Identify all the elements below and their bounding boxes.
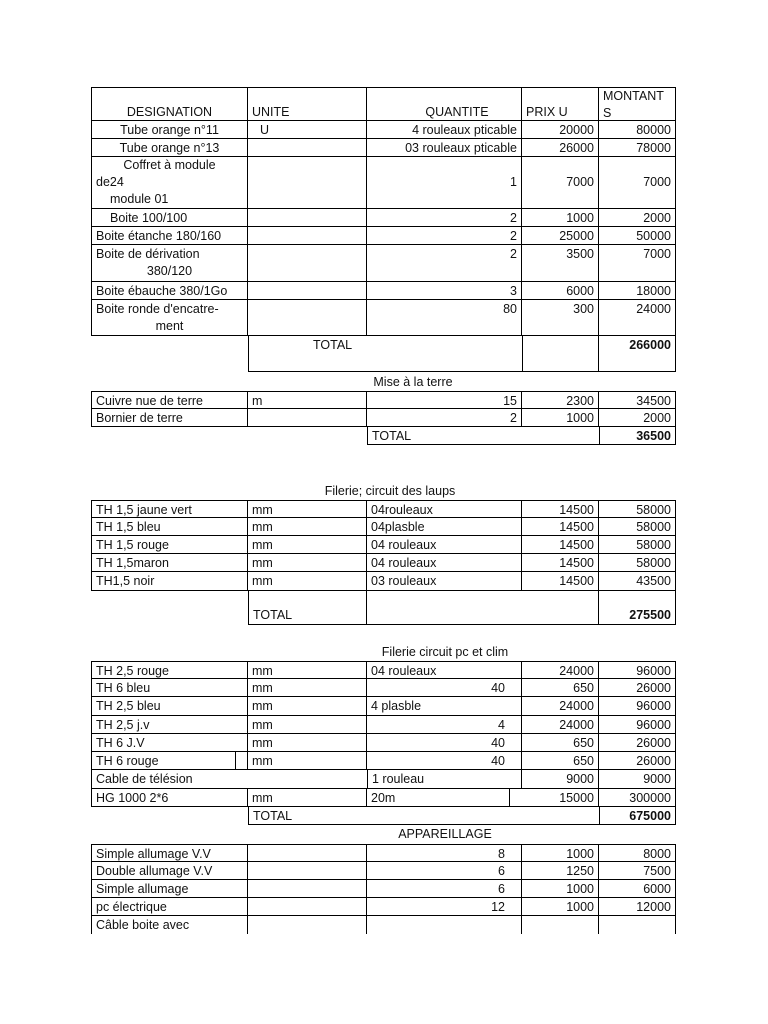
cell-prix: 650 [522,679,599,697]
table-row [0,121,768,139]
cell-prix: 2300 [522,391,599,409]
cell-montant: 58000 [599,554,676,572]
cell-designation: TH1,5 noir [91,572,248,591]
cell-unite: mm [248,697,367,716]
cell-prix: 14500 [522,500,599,518]
cell-quantite: 6 [367,862,522,880]
cell-unite [248,245,367,282]
cell-designation-line1: Boite ronde d'encatre- [96,302,219,316]
cell-montant: 96000 [599,697,676,716]
cell-prix: 6000 [522,282,599,300]
cell-quantite: 04rouleaux [367,500,522,518]
cell-montant: 7000 [599,157,676,209]
cell-prix: 24000 [522,697,599,716]
cell-quantite: 04plasble [367,518,522,536]
cell-designation [91,245,248,282]
cell-designation: Cuivre nue de terre [91,391,248,409]
table-row [0,157,768,209]
table-row [0,245,768,282]
cell-unite: mm [248,572,367,591]
cell-montant: 300000 [599,789,676,807]
header-unite: UNITE [248,87,367,121]
cell-unite [248,139,367,157]
cell-unite: mm [248,536,367,554]
section-title: Filerie; circuit des laups [324,484,456,498]
section-title: APPAREILLAGE [398,827,492,841]
cell-prix [522,336,599,372]
cell-designation-line1: Coffret à module [123,158,216,172]
cell-unite [248,409,367,427]
cell-montant: 26000 [599,679,676,697]
cell-designation: TH 1,5maron [91,554,248,572]
cell-montant: 80000 [599,121,676,139]
cell-quantite: 1 [367,157,522,209]
cell-quantite: 4 plasble [367,697,522,716]
cell-designation-line2: ment [155,319,184,333]
cell-prix: 1000 [522,880,599,898]
cell-designation: TH 2,5 rouge [91,661,248,679]
cell-quantite [367,591,599,625]
cell-quantite: 40 [367,752,522,770]
cell-quantite: 2 [367,227,522,245]
cell-quantite: 12 [367,898,522,916]
table-row [0,554,768,572]
cell-unite [248,844,367,862]
total-row [0,336,768,372]
cell-unite [248,157,367,209]
cell-designation: TH 2,5 j.v [91,716,248,734]
cell-unite: mm [248,554,367,572]
cell-prix: 14500 [522,572,599,591]
table-row [0,300,768,336]
cell-montant [599,916,676,934]
cell-designation: Boite 100/100 [91,209,248,227]
cell-montant: 26000 [599,752,676,770]
total-value: 675000 [599,807,676,825]
header-prix-u: PRIX U [522,87,599,121]
cell-montant: 8000 [599,844,676,862]
cell-quantite: 20m [367,789,510,807]
cell-prix: 1000 [522,844,599,862]
total-label-cell: TOTAL [248,591,367,625]
cell-prix: 9000 [522,770,599,789]
header-montants [599,87,676,121]
section-title: Filerie circuit pc et clim [381,645,509,659]
cell-montant: 7500 [599,862,676,880]
cell-unite [248,282,367,300]
cell-montant: 12000 [599,898,676,916]
cell-prix: 1250 [522,862,599,880]
table-row [0,752,768,770]
cell-prix: 650 [522,734,599,752]
cell-unite: m [248,391,367,409]
cell-quantite: 04 rouleaux [367,554,522,572]
table-row [0,661,768,679]
total-row [0,807,768,825]
cell-quantite: 04 rouleaux [367,536,522,554]
cell-montant: 78000 [599,139,676,157]
cell-unite: mm [248,734,367,752]
cell-montant: 96000 [599,661,676,679]
cell-designation-line2: 380/120 [146,264,193,278]
cell-prix: 14500 [522,554,599,572]
cell-quantite: 2 [367,409,522,427]
cell-quantite: 6 [367,880,522,898]
cell-unite [248,862,367,880]
cell-designation [91,300,248,336]
cell-unite: mm [248,679,367,697]
total-value: 36500 [599,427,676,445]
table-row [0,679,768,697]
cell-designation: Tube orange n°11 [91,121,248,139]
cell-prix: 1000 [522,898,599,916]
cell-designation: TH 6 bleu [91,679,248,697]
cell-designation: Tube orange n°13 [91,139,248,157]
table-row [0,500,768,518]
cell-designation: Câble boite avec [91,916,248,934]
cell-designation: Cable de télésion [91,770,367,789]
total-value: 266000 [599,336,676,372]
cell-quantite: 3 [367,282,522,300]
cell-designation: TH 6 rouge [91,752,236,770]
cell-montant: 43500 [599,572,676,591]
table-row [0,282,768,300]
cell-montant: 58000 [599,500,676,518]
table-row [0,139,768,157]
cell-montant: 7000 [599,245,676,282]
cell-designation: Double allumage V.V [91,862,248,880]
cell-unite [248,880,367,898]
header-quantite: QUANTITE [367,87,522,121]
cell-unite [248,916,367,934]
cell-quantite: 03 rouleaux pticable [367,139,522,157]
cell-montant: 26000 [599,734,676,752]
cell-unite: mm [248,716,367,734]
cell-designation: Simple allumage [91,880,248,898]
cell-quantite: 80 [367,300,522,336]
cell-designation [91,157,248,209]
cell-designation: Boite ébauche 380/1Go [91,282,248,300]
total-label-cell: TOTAL [367,427,599,445]
table-row [0,734,768,752]
cell-prix: 20000 [522,121,599,139]
table-row [0,898,768,916]
header-montants-line2: S [603,106,612,120]
table-row [0,227,768,245]
cell-quantite: 2 [367,245,522,282]
cell-spacer [510,789,522,807]
cell-prix: 24000 [522,716,599,734]
table-header-row [0,87,768,121]
cell-quantite: 03 rouleaux [367,572,522,591]
cell-quantite [367,916,522,934]
cell-designation: HG 1000 2*6 [91,789,248,807]
table-row [0,572,768,591]
cell-prix: 25000 [522,227,599,245]
cell-designation: TH 6 J.V [91,734,248,752]
cell-montant: 2000 [599,409,676,427]
cell-prix [522,916,599,934]
cell-unite [248,209,367,227]
table-row [0,716,768,734]
cell-designation: TH 1,5 jaune vert [91,500,248,518]
cell-montant: 58000 [599,536,676,554]
cell-prix: 1000 [522,209,599,227]
cell-unite: mm [248,500,367,518]
header-designation: DESIGNATION [91,87,248,121]
table-row [0,209,768,227]
cell-prix: 300 [522,300,599,336]
cell-prix: 14500 [522,518,599,536]
cell-designation: TH 2,5 bleu [91,697,248,716]
cell-designation: Boite étanche 180/160 [91,227,248,245]
cell-designation-line3: module 01 [110,192,169,206]
total-label-cell: TOTAL [248,336,522,372]
table-row [0,880,768,898]
cell-montant: 18000 [599,282,676,300]
cell-prix: 1000 [522,409,599,427]
cell-prix: 14500 [522,536,599,554]
header-montants-line1: MONTANT [603,89,664,103]
cell-designation-line2: de24 [96,175,124,189]
table-row [0,536,768,554]
cell-montant: 96000 [599,716,676,734]
table-row [0,789,768,807]
cell-designation: pc électrique [91,898,248,916]
total-value: 275500 [599,591,676,625]
total-row [0,591,768,625]
cell-montant: 24000 [599,300,676,336]
cell-prix: 26000 [522,139,599,157]
cell-designation-line1: Boite de dérivation [96,247,200,261]
cell-quantite: 1 rouleau [367,770,522,789]
cell-spacer [236,752,248,770]
cell-quantite: 40 [367,679,522,697]
total-row [0,427,768,445]
cell-designation: TH 1,5 rouge [91,536,248,554]
cell-quantite: 15 [367,391,522,409]
cell-montant: 58000 [599,518,676,536]
total-label-cell: TOTAL [248,807,599,825]
cell-prix: 650 [522,752,599,770]
cell-designation: Simple allumage V.V [91,844,248,862]
cell-unite [248,898,367,916]
cell-unite: mm [248,661,367,679]
table-row [0,770,768,789]
table-row [0,844,768,862]
cell-prix: 3500 [522,245,599,282]
cell-unite [248,300,367,336]
section-title: Mise à la terre [373,375,453,389]
table-row [0,862,768,880]
table-row [0,916,768,934]
table-row [0,518,768,536]
cell-unite: U [248,121,367,139]
cell-montant: 9000 [599,770,676,789]
cell-montant: 50000 [599,227,676,245]
cell-quantite: 40 [367,734,522,752]
table-row [0,697,768,716]
table-row [0,409,768,427]
cell-montant: 2000 [599,209,676,227]
cell-montant: 34500 [599,391,676,409]
cell-quantite: 4 [367,716,522,734]
cell-unite: mm [248,789,367,807]
cell-unite [248,227,367,245]
cell-montant: 6000 [599,880,676,898]
cell-designation: Bornier de terre [91,409,248,427]
cell-quantite: 2 [367,209,522,227]
cell-prix: 7000 [522,157,599,209]
cell-quantite: 04 rouleaux [367,661,522,679]
cell-unite: mm [248,752,367,770]
table-row [0,391,768,409]
cell-quantite: 4 rouleaux pticable [367,121,522,139]
cell-prix: 24000 [522,661,599,679]
cell-quantite: 8 [367,844,522,862]
cell-prix: 15000 [522,789,599,807]
cell-designation: TH 1,5 bleu [91,518,248,536]
cell-unite: mm [248,518,367,536]
